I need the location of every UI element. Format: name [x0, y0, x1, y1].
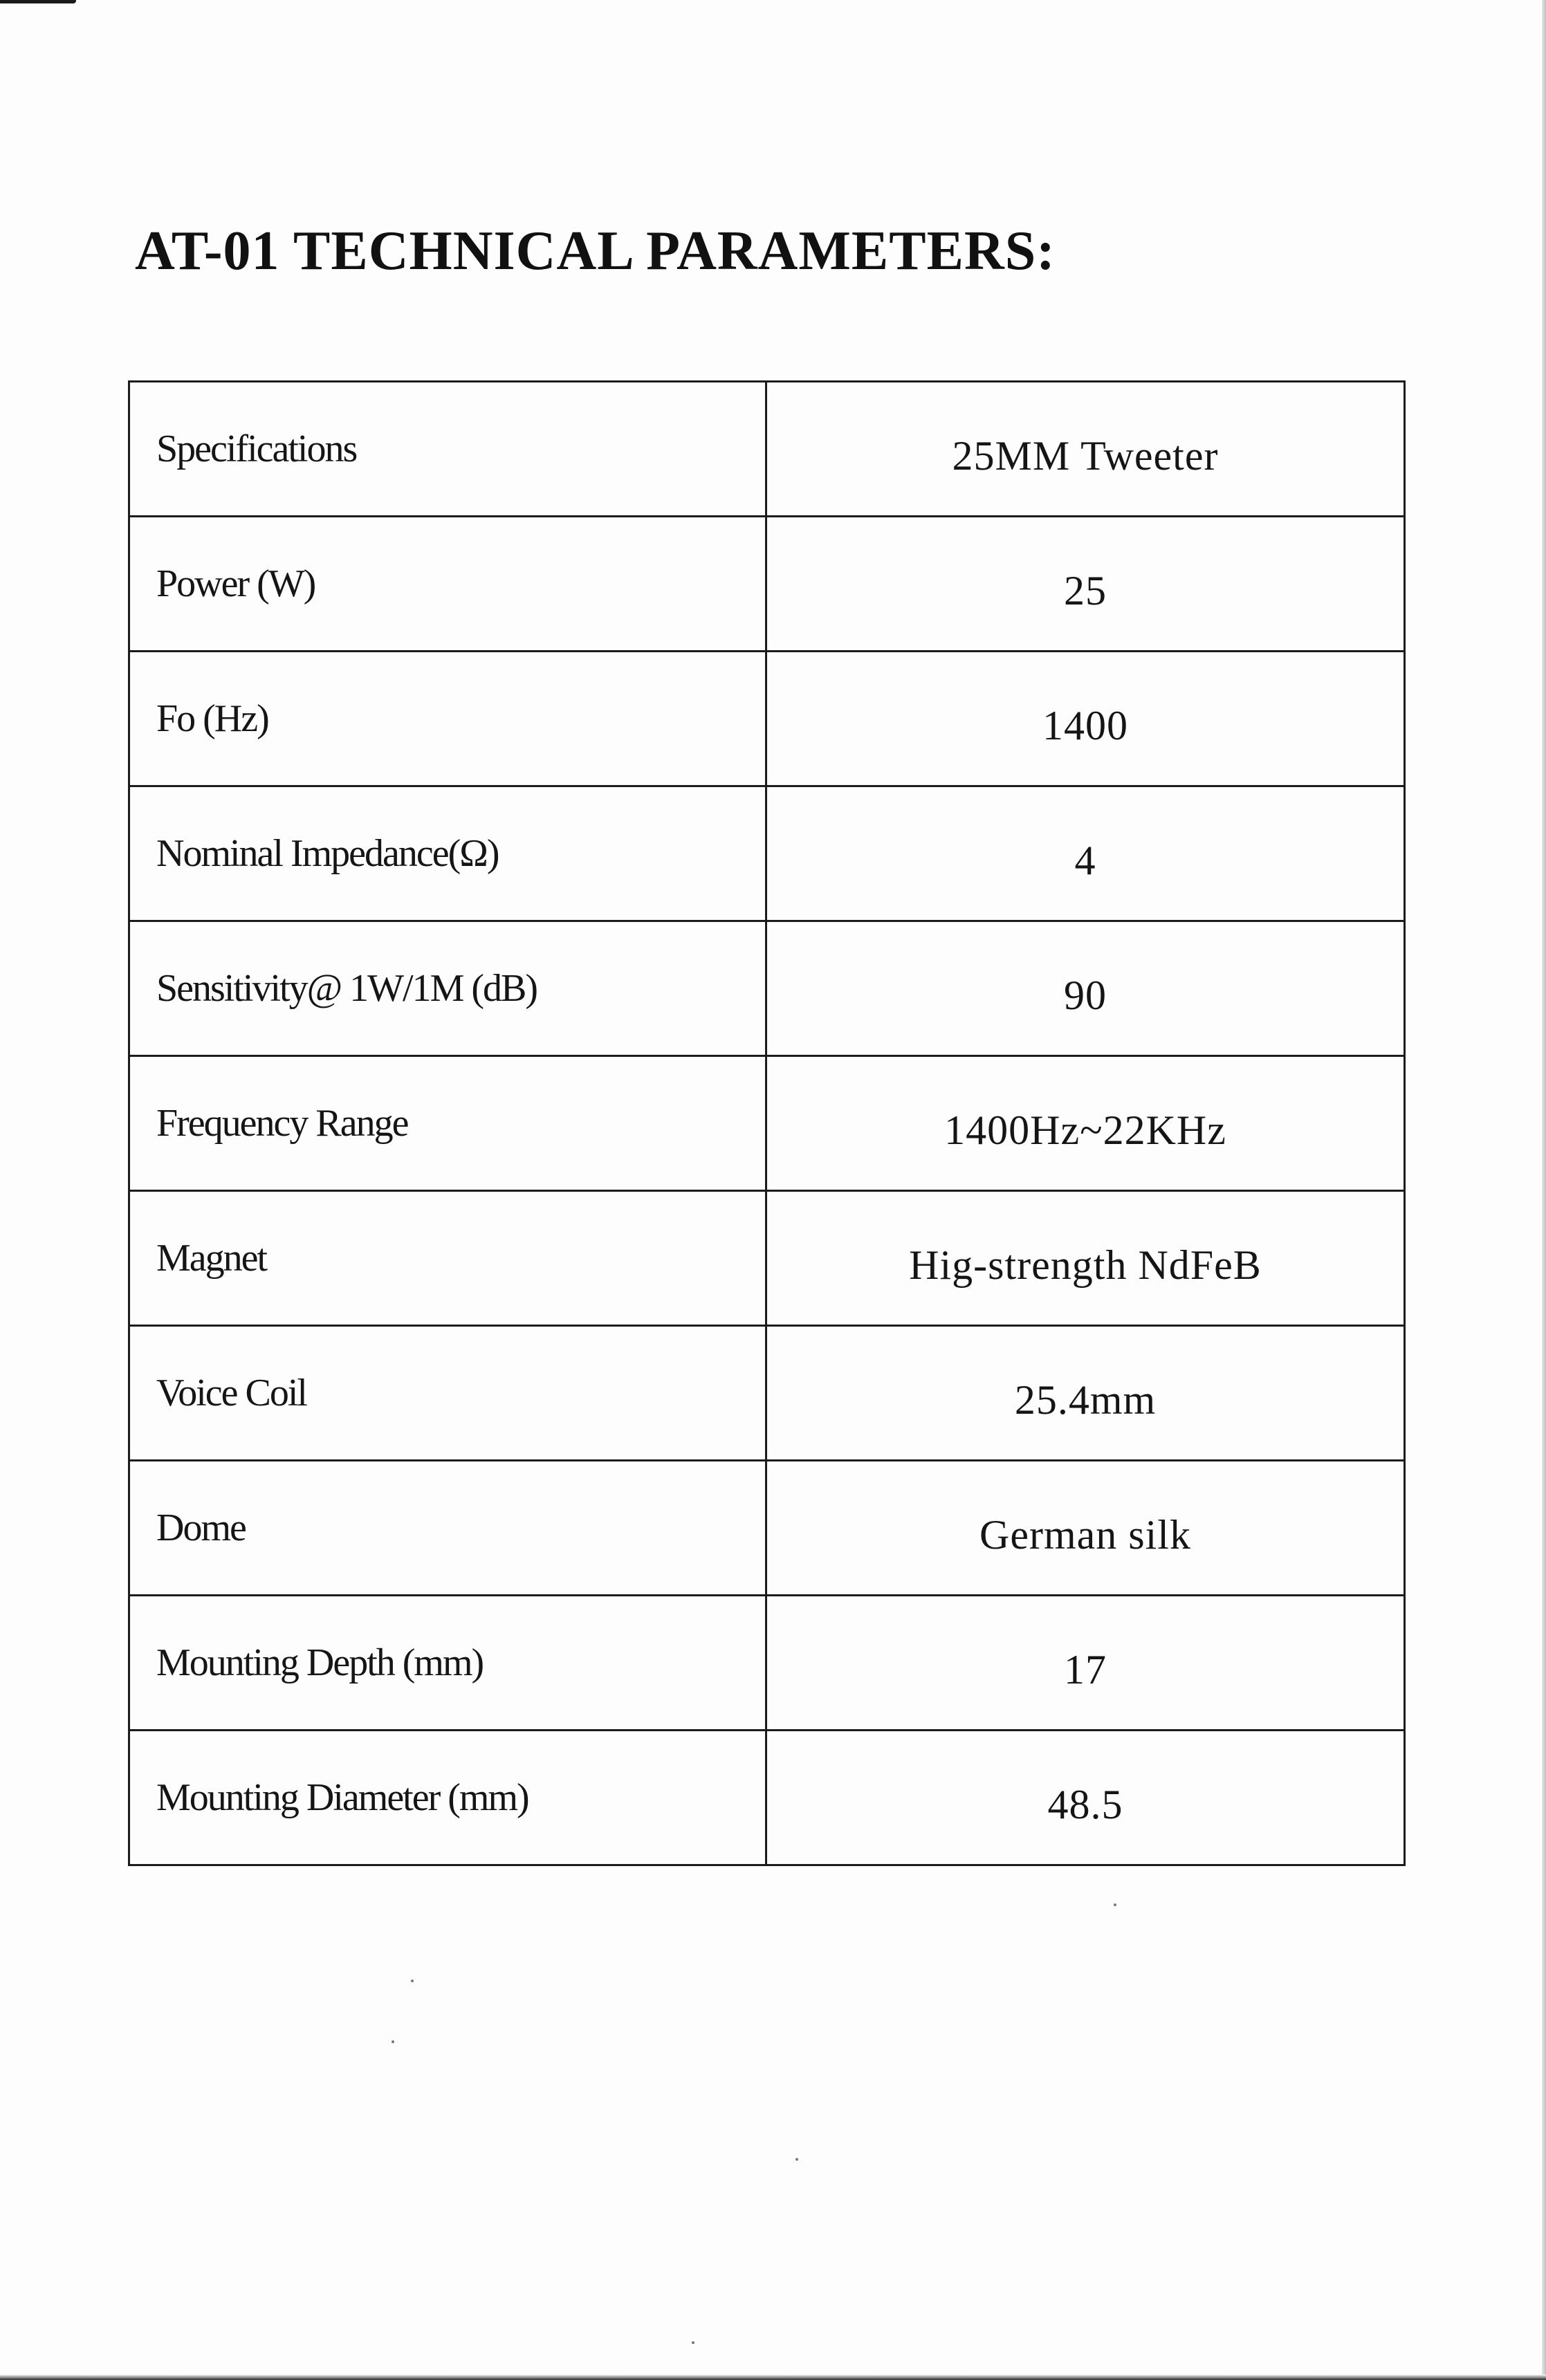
row-value: 1400: [1042, 702, 1128, 748]
row-value-cell: [766, 1461, 1405, 1596]
row-label: Power (W): [129, 517, 766, 652]
row-value: 1400Hz~22KHz: [944, 1107, 1226, 1153]
row-label: Mounting Diameter (mm): [129, 1731, 766, 1865]
row-label: Sensitivity@ 1W/1M (dB): [129, 921, 766, 1056]
row-value-cell: [766, 517, 1405, 652]
table-row: [129, 786, 1405, 921]
scan-edge-right: [1542, 0, 1546, 2380]
table-row: [129, 1596, 1405, 1731]
row-label: Mounting Depth (mm): [129, 1596, 766, 1731]
table-row: [129, 1326, 1405, 1461]
scan-artifact-top: [0, 0, 76, 3]
row-value: 48.5: [1047, 1781, 1123, 1827]
table-row: [129, 517, 1405, 652]
row-label: Frequency Range: [129, 1056, 766, 1191]
scan-speck: [392, 2040, 394, 2043]
row-value-cell: [766, 382, 1405, 517]
row-value: German silk: [979, 1511, 1191, 1558]
row-value-cell: [766, 786, 1405, 921]
row-label: Magnet: [129, 1191, 766, 1326]
document-title: AT-01 TECHNICAL PARAMETERS:: [135, 221, 1056, 282]
row-value-cell: [766, 921, 1405, 1056]
row-value-cell: [766, 1731, 1405, 1865]
row-label: Dome: [129, 1461, 766, 1596]
scan-speck: [1114, 1903, 1116, 1906]
row-label: Fo (Hz): [129, 652, 766, 786]
row-value: 17: [1064, 1646, 1107, 1692]
scan-speck: [692, 2341, 694, 2344]
row-value-cell: [766, 1056, 1405, 1191]
row-label: Voice Coil: [129, 1326, 766, 1461]
row-label: Nominal Impedance(Ω): [129, 786, 766, 921]
table-row: [129, 1056, 1405, 1191]
scan-edge-bottom: [0, 2374, 1546, 2380]
scan-speck: [795, 2158, 798, 2161]
row-value: Hig-strength NdFeB: [909, 1242, 1262, 1288]
row-value-cell: [766, 1326, 1405, 1461]
row-value: 25.4mm: [1014, 1376, 1157, 1423]
scan-speck: [411, 1980, 414, 1982]
row-value: 4: [1074, 837, 1096, 883]
table-row: [129, 1191, 1405, 1326]
technical-parameters-table: [128, 380, 1406, 1866]
table-row: [129, 1461, 1405, 1596]
table-row: [129, 1731, 1405, 1865]
row-value-cell: [766, 652, 1405, 786]
row-value-cell: [766, 1596, 1405, 1731]
table-row: [129, 921, 1405, 1056]
table-row: [129, 652, 1405, 786]
row-value-cell: [766, 1191, 1405, 1326]
table-row: [129, 382, 1405, 517]
row-value: 25MM Tweeter: [952, 432, 1219, 479]
row-label: Specifications: [129, 382, 766, 517]
row-value: 25: [1064, 567, 1107, 614]
row-value: 90: [1064, 972, 1107, 1018]
